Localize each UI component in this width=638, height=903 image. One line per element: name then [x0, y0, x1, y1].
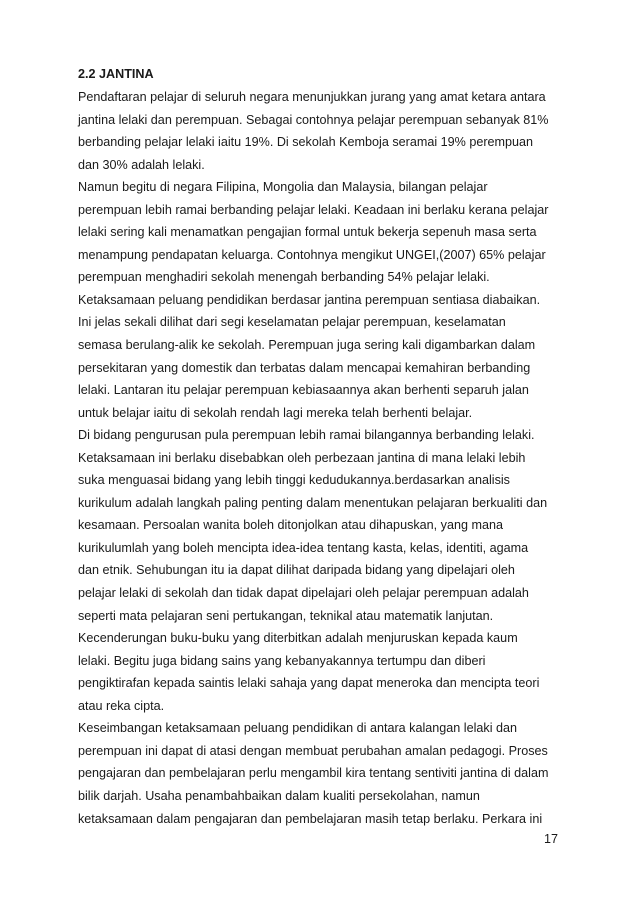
- section-heading: 2.2 JANTINA: [78, 67, 154, 81]
- text-line: perempuan menghadiri sekolah menengah berbanding 54% pelajar lelaki.: [78, 270, 490, 285]
- text-line: berbanding pelajar lelaki iaitu 19%. Di sekolah Kemboja seramai 19% perempuan: [78, 135, 534, 150]
- text-line: perempuan ini dapat di atasi dengan membuat perubahan amalan pedagogi. Proses: [78, 743, 548, 758]
- text-line: Ketaksamaan ini berlaku disebabkan oleh perbezaan jantina di mana lelaki lebih: [78, 450, 526, 465]
- body-text: [78, 86, 566, 830]
- text-line: lelaki. Lantaran itu pelajar perempuan kebiasaannya akan berhenti separuh jalan: [78, 383, 529, 398]
- text-line: bilik darjah. Usaha penambahbaikan dalam kualiti persekolahan, namun: [78, 788, 480, 803]
- text-line: atau reka cipta.: [78, 698, 165, 713]
- text-line: Pendaftaran pelajar di seluruh negara menunjukkan jurang yang amat ketara antara: [78, 90, 546, 104]
- text-line: menampung pendapatan keluarga. Contohnya mengikut UNGEI,(2007) 65% pelajar: [78, 247, 546, 262]
- text-line: dan etnik. Sehubungan itu ia dapat dilihat daripada bidang yang dipelajari oleh: [78, 563, 515, 578]
- text-line: Ketaksamaan peluang pendidikan berdasar jantina perempuan sentiasa diabaikan.: [78, 292, 541, 307]
- text-line: Di bidang pengurusan pula perempuan lebih ramai bilangannya berbanding lelaki.: [78, 428, 535, 443]
- text-line: kurikulumlah yang boleh mencipta idea-idea tentang kasta, kelas, identiti, agama: [78, 540, 529, 555]
- text-line: pengiktirafan kepada saintis lelaki sahaja yang dapat meneroka dan mencipta teori: [78, 676, 540, 691]
- text-line: jantina lelaki dan perempuan. Sebagai contohnya pelajar perempuan sebanyak 81%: [78, 112, 549, 127]
- text-line: Kecenderungan buku-buku yang diterbitkan adalah menjuruskan kepada kaum: [78, 631, 518, 646]
- text-line: suka menguasai bidang yang lebih tinggi kedudukannya.berdasarkan analisis: [78, 473, 510, 488]
- text-line: pelajar lelaki di sekolah dan tidak dapat dipelajari oleh pelajar perempuan adalah: [78, 586, 529, 601]
- text-line: semasa berulang-alik ke sekolah. Perempuan juga sering kali digambarkan dalam: [78, 338, 536, 353]
- text-line: ketaksamaan dalam pengajaran dan pembelajaran masih tetap berlaku. Perkara ini: [78, 811, 543, 826]
- text-line: Keseimbangan ketaksamaan peluang pendidikan di antara kalangan lelaki dan: [78, 721, 517, 736]
- text-line: kurikulum adalah langkah paling penting dalam menentukan pelajaran berkualiti dan: [78, 495, 548, 510]
- text-line: pengajaran dan pembelajaran perlu mengambil kira tentang sentiviti jantina di dalam: [78, 766, 549, 781]
- text-line: Namun begitu di negara Filipina, Mongolia dan Malaysia, bilangan pelajar: [78, 180, 488, 195]
- text-line: lelaki. Begitu juga bidang sains yang kebanyakannya tertumpu dan diberi: [78, 653, 486, 668]
- text-line: lelaki sering kali menamatkan pengajian formal untuk bekerja sepenuh masa serta: [78, 225, 537, 240]
- text-line: seperti mata pelajaran seni pertukangan, teknikal atau matematik lanjutan.: [78, 608, 494, 623]
- document-body: [78, 64, 566, 830]
- text-line: perempuan lebih ramai berbanding pelajar lelaki. Keadaan ini berlaku kerana pelajar: [78, 202, 549, 217]
- text-line: untuk belajar iaitu di sekolah rendah lagi mereka telah berhenti belajar.: [78, 405, 473, 420]
- text-line: persekitaran yang domestik dan terbatas dalam mencapai kemahiran berbanding: [78, 360, 531, 375]
- text-line: kesamaan. Persoalan wanita boleh ditonjolkan atau dihapuskan, yang mana: [78, 518, 503, 533]
- page-number: 17: [544, 832, 559, 846]
- text-line: Ini jelas sekali dilihat dari segi keselamatan pelajar perempuan, keselamatan: [78, 315, 506, 330]
- text-line: dan 30% adalah lelaki.: [78, 157, 205, 172]
